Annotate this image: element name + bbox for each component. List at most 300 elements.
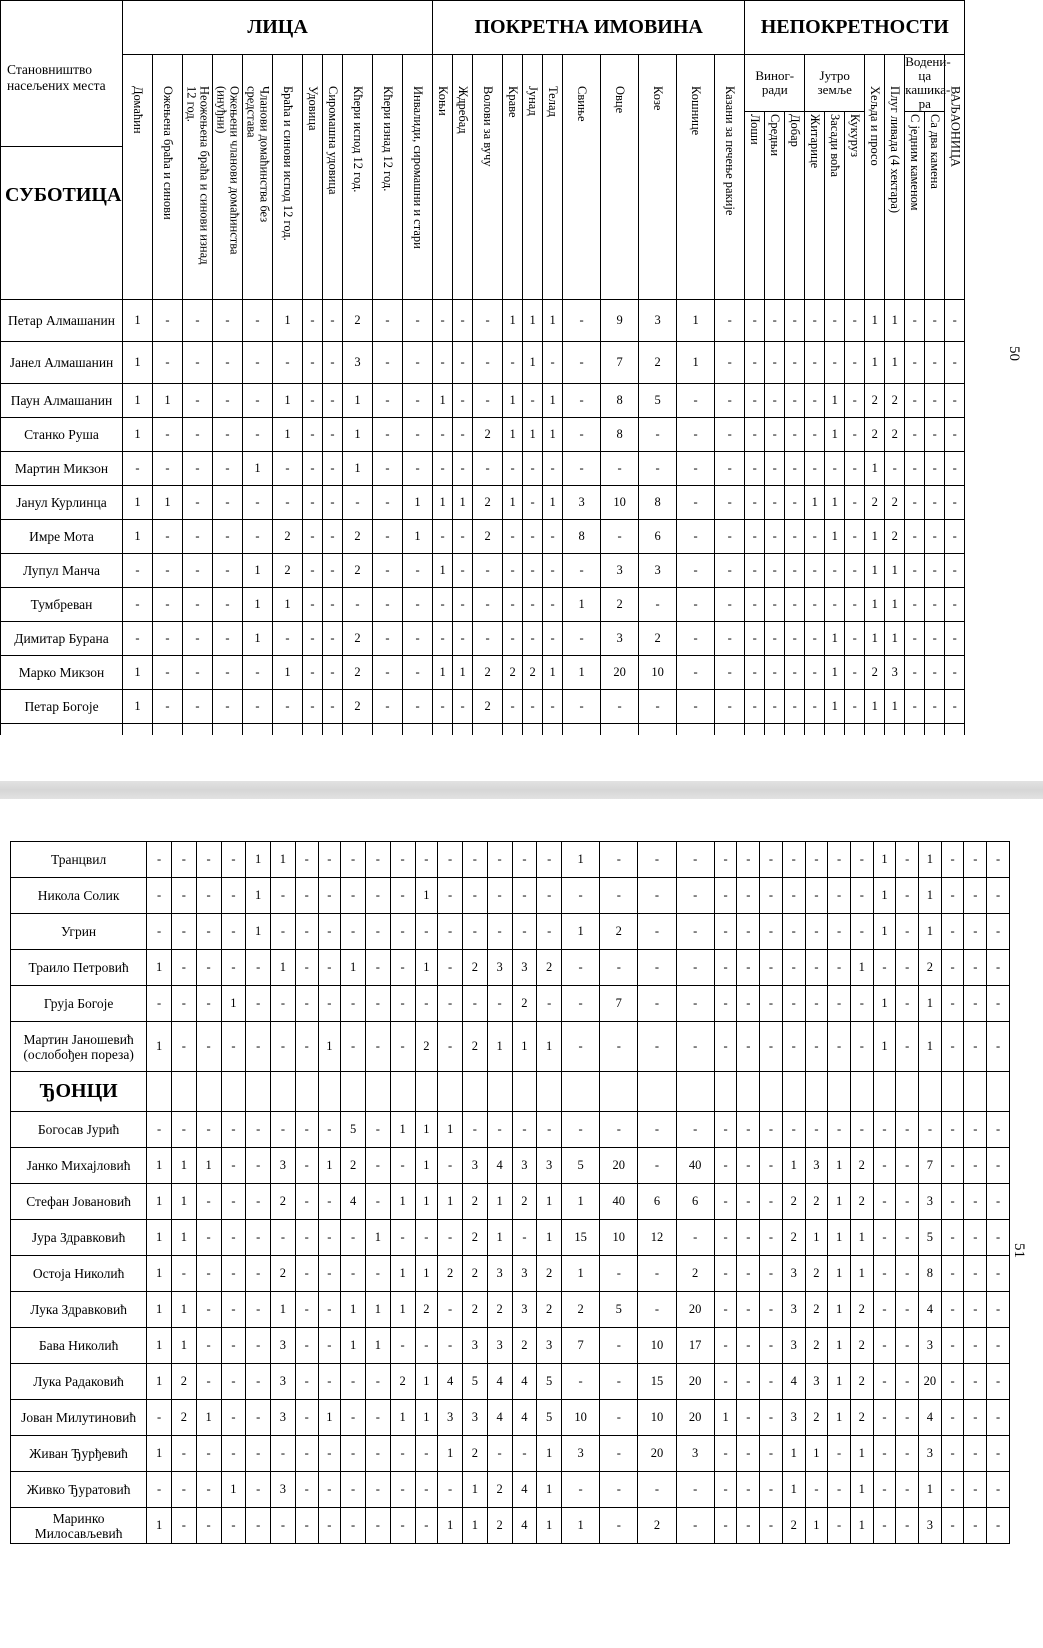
cell-value: - [964,1148,987,1184]
cell-value: - [737,1112,760,1148]
cell-value: - [246,1220,271,1256]
household-head-name: Лука Здравковић [11,1292,147,1328]
cell-value: - [760,1184,783,1220]
group-real-estate: НЕПОКРЕТНОСТИ [745,1,965,55]
cell-value: - [782,878,805,914]
cell-value: - [438,1022,463,1072]
cell-value: 20 [601,656,639,690]
column-header [303,55,323,300]
empty-cell [196,1072,221,1112]
cell-value: - [785,384,805,418]
cell-value: - [873,1148,896,1184]
cell-value: 2 [562,1292,600,1328]
cell-value: - [487,1112,512,1148]
cell-value: 2 [850,1292,873,1328]
column-header [503,55,523,300]
cell-value: - [171,986,196,1022]
cell-value: 1 [885,622,905,656]
cell-value: - [677,554,715,588]
cell-value: - [318,1220,341,1256]
cell-value: 2 [473,486,503,520]
cell-value: - [171,1022,196,1072]
cell-value: 2 [415,1022,438,1072]
cell-value: - [196,1292,221,1328]
cell-value: 1 [196,1400,221,1436]
cell-value: - [737,1436,760,1472]
cell-value: 2 [805,1256,828,1292]
cell-value: 1 [273,384,303,418]
empty-cell [782,1072,805,1112]
cell-value: 2 [487,1472,512,1508]
cell-value: - [246,1508,271,1544]
cell-value: - [196,1328,221,1364]
column-header-label: Домаћин [131,85,145,134]
census-table-page-51 [10,841,1010,1544]
cell-value: 3 [782,1328,805,1364]
cell-value: - [765,384,785,418]
cell-value: - [737,1022,760,1072]
cell-value: - [925,520,945,554]
cell-value: 2 [805,1184,828,1220]
cell-value: 1 [865,520,885,554]
empty-cell [221,1072,246,1112]
cell-value: 1 [433,486,453,520]
cell-value: - [600,1256,638,1292]
cell-value: 1 [919,986,942,1022]
cell-value: - [196,842,221,878]
cell-value: - [246,1022,271,1072]
cell-value: 1 [453,656,473,690]
cell-value: - [676,914,714,950]
cell-value: - [196,1364,221,1400]
cell-value: - [745,384,765,418]
cell-value: - [987,950,1010,986]
household-row [11,878,1010,914]
household-head-name: Јанул Курлинца [1,486,123,520]
household-row [1,588,965,622]
cell-value: - [676,878,714,914]
column-header-label: Са два камена [928,114,943,189]
cell-value: - [415,1472,438,1508]
cell-value: 1 [828,1364,851,1400]
cell-value: - [390,1328,415,1364]
empty-cell [171,1072,196,1112]
cell-value: - [462,1112,487,1148]
cell-value: - [243,342,273,384]
household-row [1,656,965,690]
cell-value: - [765,300,785,342]
cell-value: 2 [885,384,905,418]
cell-value: 6 [676,1184,714,1220]
cell-value: - [941,1220,964,1256]
cell-value: - [438,842,463,878]
cell-value: - [805,656,825,690]
cell-value: - [390,986,415,1022]
cell-value: - [390,1508,415,1544]
column-header-label: Чланови домаћинства без средстава [244,85,272,222]
column-header [183,55,213,300]
household-row [11,1400,1010,1436]
column-header-label: Житарице [808,114,823,169]
cell-value: - [896,986,919,1022]
cell-value: 1 [805,1508,828,1544]
column-header-label: Удовица [306,85,320,131]
cell-value: - [365,1148,390,1184]
empty-cell [271,1072,296,1112]
cell-value: - [318,1472,341,1508]
cell-value: - [537,1112,562,1148]
cell-value: - [473,554,503,588]
cell-value: - [873,1112,896,1148]
cell-value: 5 [919,1220,942,1256]
cell-value: - [365,914,390,950]
cell-value: - [941,1472,964,1508]
cell-value: 3 [639,554,677,588]
column-header [153,55,183,300]
cell-value: - [715,300,745,342]
cell-value: - [873,1508,896,1544]
cell-value: 8 [919,1256,942,1292]
cell-value: - [147,986,172,1022]
cell-value: - [221,878,246,914]
cell-value: - [365,1184,390,1220]
cell-value: - [295,842,318,878]
cell-value: - [318,1292,341,1328]
census-table-page-50 [0,0,965,758]
cell-value: - [323,418,343,452]
cell-value: - [273,486,303,520]
cell-value: 1 [865,554,885,588]
cell-value: 1 [805,1436,828,1472]
cell-value: - [600,1364,638,1400]
cell-value: - [945,690,965,724]
cell-value: - [196,1508,221,1544]
cell-value: - [745,520,765,554]
cell-value: - [677,656,715,690]
cell-value: 1 [318,1148,341,1184]
cell-value: - [153,452,183,486]
cell-value: - [523,384,543,418]
cell-value: - [600,1400,638,1436]
cell-value: - [365,842,390,878]
cell-value: - [196,1472,221,1508]
cell-value: 1 [885,342,905,384]
cell-value: - [873,1400,896,1436]
cell-value: - [805,418,825,452]
cell-value: - [523,486,543,520]
cell-value: - [433,520,453,554]
cell-value: - [905,452,925,486]
empty-cell [850,1072,873,1112]
column-header [213,55,243,300]
cell-value: - [273,622,303,656]
cell-value: 1 [415,1112,438,1148]
cell-value: 1 [147,1022,172,1072]
cell-value: - [805,342,825,384]
cell-value: 20 [676,1364,714,1400]
cell-value: - [271,1436,296,1472]
cell-value: - [390,1022,415,1072]
cell-value: - [221,950,246,986]
section-title: ЂОНЦИ [11,1072,147,1112]
cell-value: 1 [919,1472,942,1508]
cell-value: - [295,1112,318,1148]
cell-value: - [323,452,343,486]
cell-value: - [782,1112,805,1148]
cell-value: - [295,1400,318,1436]
cell-value: - [512,1220,537,1256]
cell-value: - [403,452,433,486]
cell-value: 1 [503,300,523,342]
cell-value: - [271,1508,296,1544]
cell-value: - [638,1256,676,1292]
cell-value: 2 [639,342,677,384]
cell-value: - [873,1292,896,1328]
cell-value: - [714,1292,737,1328]
cell-value: - [373,342,403,384]
cell-value: - [941,1508,964,1544]
cell-value: - [373,520,403,554]
cell-value: 1 [562,914,600,950]
cell-value: 1 [147,1256,172,1292]
cell-value: 2 [537,1256,562,1292]
cell-value: 3 [487,950,512,986]
cell-value: 1 [123,342,153,384]
cell-value: - [171,1256,196,1292]
cell-value: - [323,384,343,418]
cell-value: 3 [512,950,537,986]
cell-value: 1 [147,1328,172,1364]
cell-value: - [785,622,805,656]
cell-value: - [745,690,765,724]
subgroup-land: Јутро земље [805,55,865,112]
cell-value: - [221,1508,246,1544]
cell-value: - [765,690,785,724]
cell-value: 5 [537,1364,562,1400]
cell-value: - [373,588,403,622]
cell-value: - [896,1112,919,1148]
cell-value: 1 [885,300,905,342]
cell-value: 10 [562,1400,600,1436]
cell-value: 1 [562,1256,600,1292]
cell-value: 1 [415,1256,438,1292]
cell-value: - [563,342,601,384]
cell-value: - [318,842,341,878]
cell-value: - [365,878,390,914]
cell-value: - [171,842,196,878]
cell-value: - [153,622,183,656]
cell-value: 1 [828,1292,851,1328]
cell-value: 1 [487,1220,512,1256]
cell-value: - [196,950,221,986]
cell-value: - [462,878,487,914]
cell-value: 1 [243,554,273,588]
cell-value: 3 [271,1472,296,1508]
column-header [639,55,677,300]
cell-value: - [473,622,503,656]
cell-value: - [945,622,965,656]
cell-value: - [964,914,987,950]
cell-value: - [845,554,865,588]
cell-value: - [543,588,563,622]
cell-value: 3 [487,1328,512,1364]
cell-value: 2 [676,1256,714,1292]
cell-value: - [403,300,433,342]
cell-value: 1 [415,1184,438,1220]
cell-value: - [676,1508,714,1544]
cell-value: - [365,1436,390,1472]
cell-value: - [303,588,323,622]
cell-value: - [390,914,415,950]
page-separator [0,735,1043,835]
cell-value: - [765,554,785,588]
cell-value: 4 [919,1400,942,1436]
cell-value: 2 [341,1148,366,1184]
cell-value: - [433,418,453,452]
cell-value: - [638,1148,676,1184]
household-head-name: Петар Богоје [1,690,123,724]
cell-value: 1 [503,384,523,418]
cell-value: - [873,1220,896,1256]
empty-cell [760,1072,783,1112]
cell-value: - [925,690,945,724]
cell-value: - [737,1220,760,1256]
cell-value: - [341,842,366,878]
cell-value: 1 [865,300,885,342]
cell-value: - [850,914,873,950]
cell-value: 2 [805,1400,828,1436]
cell-value: 2 [850,1184,873,1220]
cell-value: - [323,622,343,656]
cell-value: 20 [600,1148,638,1184]
column-header [523,55,543,300]
cell-value: - [896,1292,919,1328]
cell-value: - [295,1184,318,1220]
cell-value: - [438,986,463,1022]
cell-value: - [147,914,172,950]
household-head-name: Маринко Милосављевић [11,1508,147,1544]
cell-value: - [196,986,221,1022]
cell-value: 1 [343,418,373,452]
cell-value: - [785,520,805,554]
cell-value: - [873,1256,896,1292]
household-head-name: Транцвил [11,842,147,878]
cell-value: - [714,1220,737,1256]
cell-value: - [221,1220,246,1256]
cell-value: - [390,1220,415,1256]
cell-value: - [805,1472,828,1508]
cell-value: - [714,878,737,914]
cell-value: 1 [677,342,715,384]
cell-value: - [246,1328,271,1364]
cell-value: - [638,878,676,914]
cell-value: - [415,914,438,950]
household-head-name: Траило Петровић [11,950,147,986]
household-row [11,1364,1010,1400]
cell-value: 1 [415,878,438,914]
cell-value: 8 [563,520,601,554]
cell-value: - [896,1328,919,1364]
household-row [1,690,965,724]
cell-value: - [295,1508,318,1544]
cell-value: - [487,878,512,914]
cell-value: 1 [123,486,153,520]
household-head-name: Мартин Јаношевић (ослобођен пореза) [11,1022,147,1072]
cell-value: - [390,1436,415,1472]
cell-value: - [171,878,196,914]
cell-value: - [303,486,323,520]
cell-value: - [677,520,715,554]
empty-cell [147,1072,172,1112]
cell-value: - [941,1436,964,1472]
cell-value: - [896,1400,919,1436]
column-header [453,55,473,300]
cell-value: - [562,1472,600,1508]
cell-value: 1 [543,300,563,342]
cell-value: - [213,486,243,520]
cell-value: - [805,384,825,418]
cell-value: - [828,1112,851,1148]
column-header-label: Телад [546,85,561,117]
cell-value: - [196,1022,221,1072]
cell-value: 20 [638,1436,676,1472]
cell-value: - [246,1436,271,1472]
cell-value: - [415,1328,438,1364]
cell-value: 2 [473,418,503,452]
cell-value: 1 [523,418,543,452]
cell-value: - [600,950,638,986]
cell-value: - [512,878,537,914]
cell-value: - [964,1184,987,1220]
cell-value: - [638,1022,676,1072]
cell-value: - [503,690,523,724]
cell-value: - [676,1472,714,1508]
cell-value: - [828,1508,851,1544]
cell-value: 2 [503,656,523,690]
cell-value: 3 [919,1328,942,1364]
cell-value: 1 [523,300,543,342]
cell-value: - [825,342,845,384]
cell-value: 40 [676,1148,714,1184]
cell-value: 4 [512,1508,537,1544]
cell-value: - [171,950,196,986]
column-header [273,55,303,300]
cell-value: - [153,300,183,342]
cell-value: - [737,914,760,950]
cell-value: - [341,1436,366,1472]
cell-value: - [183,342,213,384]
cell-value: 3 [601,622,639,656]
cell-value: 2 [865,384,885,418]
cell-value: - [323,690,343,724]
empty-cell [873,1072,896,1112]
cell-value: - [246,1112,271,1148]
cell-value: - [760,878,783,914]
cell-value: - [271,1112,296,1148]
cell-value: - [562,1364,600,1400]
cell-value: - [403,418,433,452]
cell-value: 1 [390,1184,415,1220]
cell-value: - [737,950,760,986]
cell-value: - [453,384,473,418]
cell-value: - [896,878,919,914]
household-head-name: Богосав Јурић [11,1112,147,1148]
cell-value: - [828,1436,851,1472]
cell-value: - [760,986,783,1022]
cell-value: 1 [271,842,296,878]
cell-value: 1 [537,1508,562,1544]
cell-value: 2 [805,1292,828,1328]
